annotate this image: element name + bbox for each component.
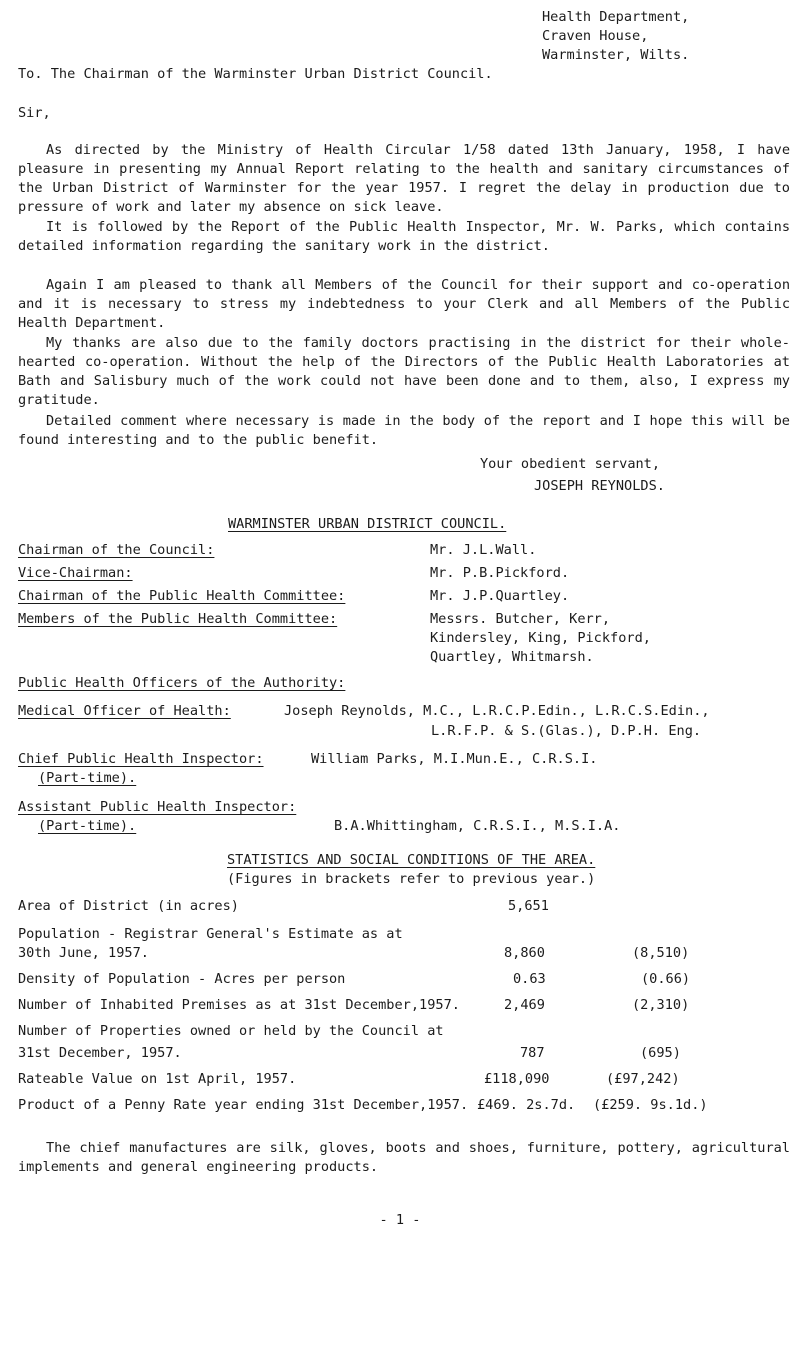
letter-paragraph: My thanks are also due to the family doctors practising in the district for their whole-hearted co-operation. Without the help of the Directors of the Public Health Laboratories at Bath and Salisbury much of the work could not have been done and to them, also, I express my gratitude. <box>18 335 790 408</box>
stat-label: 31st December, 1957. <box>18 1045 182 1061</box>
stat-row-population <box>18 944 790 963</box>
officers-heading: Public Health Officers of the Authority: <box>18 675 346 691</box>
aphi-value: B.A.Whittingham, C.R.S.I., M.S.I.A. <box>334 818 621 834</box>
stat-label: Rateable Value on 1st April, 1957. <box>18 1071 297 1087</box>
letter-paragraph: Detailed comment where necessary is made in the body of the report and I hope this will be found interesting and to the public benefit. <box>18 413 790 448</box>
members-line: Quartley, Whitmarsh. <box>430 649 594 665</box>
addressee <box>18 65 493 84</box>
stat-label: Population - Registrar General's Estimate as at <box>18 926 403 942</box>
cphi-part-time: (Part-time). <box>38 770 137 786</box>
moh-value-line2: L.R.F.P. & S.(Glas.), D.P.H. Eng. <box>431 723 702 739</box>
stat-prev: (£259. 9s.1d.) <box>593 1097 708 1113</box>
cphi-value: William Parks, M.I.Mun.E., C.R.S.I. <box>311 751 598 767</box>
chairman-label: Chairman of the Council: <box>18 542 215 558</box>
stat-label: Density of Population - Acres per person <box>18 971 346 987</box>
vice-chairman-label: Vice-Chairman: <box>18 565 133 581</box>
phc-chairman-value: Mr. J.P.Quartley. <box>430 588 570 604</box>
stat-value: £469. 2s.7d. <box>477 1097 576 1113</box>
stat-label: Area of District (in acres) <box>18 898 239 914</box>
stat-row-area <box>18 897 790 916</box>
statistics-title: STATISTICS AND SOCIAL CONDITIONS OF THE AREA. <box>227 852 596 868</box>
stat-row-penny-rate <box>18 1096 790 1115</box>
manufactures-paragraph: The chief manufactures are silk, gloves, boots and shoes, furniture, pottery, agricultural implements and general engineering products. <box>18 1140 790 1175</box>
page-number: - 1 - <box>379 1212 421 1228</box>
stat-value: 8,860 <box>504 945 545 961</box>
stat-label: Product of a Penny Rate year ending 31st December,1957. <box>18 1097 469 1113</box>
stat-row-premises <box>18 996 790 1015</box>
cphi-label: Chief Public Health Inspector: <box>18 751 264 767</box>
addressee-text: To. The Chairman of the Warminster Urban District Council. <box>18 66 493 82</box>
stat-prev: (2,310) <box>632 997 690 1013</box>
letter-paragraph: It is followed by the Report of the Public Health Inspector, Mr. W. Parks, which contains detailed information regarding the sanitary work in the district. <box>18 219 790 254</box>
stat-value: 2,469 <box>504 997 545 1013</box>
aphi-label: Assistant Public Health Inspector: <box>18 799 297 815</box>
members-label: Members of the Public Health Committee: <box>18 611 338 627</box>
moh-label: Medical Officer of Health: <box>18 703 231 719</box>
address-line: Craven House, <box>542 28 649 44</box>
council-title: WARMINSTER URBAN DISTRICT COUNCIL. <box>228 516 507 532</box>
stat-prev: (8,510) <box>632 945 690 961</box>
letter-paragraph: As directed by the Ministry of Health Circular 1/58 dated 13th January, 1958, I have pleasure in presenting my Annual Report relating to the health and sanitary circumstances of the Urban District of Warminster for the year 1957. I regret the delay in production due to pressure of work and later my absence on sick leave. <box>18 142 790 215</box>
signature: JOSEPH REYNOLDS. <box>534 478 665 494</box>
stat-prev: (0.66) <box>641 971 691 987</box>
stat-row-density <box>18 970 790 989</box>
salutation: Sir, <box>18 105 51 121</box>
vice-chairman-value: Mr. P.B.Pickford. <box>430 565 570 581</box>
stat-label: Number of Inhabited Premises as at 31st December,1957. <box>18 997 460 1013</box>
address-block <box>542 8 792 65</box>
stat-prev: (695) <box>640 1045 681 1061</box>
chairman-value: Mr. J.L.Wall. <box>430 542 537 558</box>
stat-row-properties <box>18 1044 790 1063</box>
stat-row-properties-label <box>18 1022 790 1041</box>
address-line: Warminster, Wilts. <box>542 47 690 63</box>
stat-value: 5,651 <box>508 898 549 914</box>
stat-row-rateable <box>18 1070 790 1089</box>
stat-label: 30th June, 1957. <box>18 945 149 961</box>
closing: Your obedient servant, <box>480 456 661 472</box>
letter-paragraph: Again I am pleased to thank all Members of the Council for their support and co-operation and it is necessary to stress my indebtedness to your Clerk and all Members of the Public Health Department. <box>18 277 790 331</box>
stat-value: 787 <box>520 1045 545 1061</box>
stat-value: 0.63 <box>513 971 546 987</box>
moh-value-line1: Joseph Reynolds, M.C., L.R.C.P.Edin., L.R.C.S.Edin., <box>284 703 710 719</box>
statistics-note: (Figures in brackets refer to previous year.) <box>227 871 596 887</box>
members-value <box>430 610 651 667</box>
stat-label: Number of Properties owned or held by the Council at <box>18 1023 444 1039</box>
address-line: Health Department, <box>542 9 690 25</box>
stat-prev: (£97,242) <box>606 1071 680 1087</box>
aphi-part-time: (Part-time). <box>38 818 137 834</box>
stat-row-population-label <box>18 925 790 944</box>
members-line: Messrs. Butcher, Kerr, <box>430 611 611 627</box>
phc-chairman-label: Chairman of the Public Health Committee: <box>18 588 346 604</box>
stat-value: £118,090 <box>484 1071 550 1087</box>
members-line: Kindersley, King, Pickford, <box>430 630 651 646</box>
